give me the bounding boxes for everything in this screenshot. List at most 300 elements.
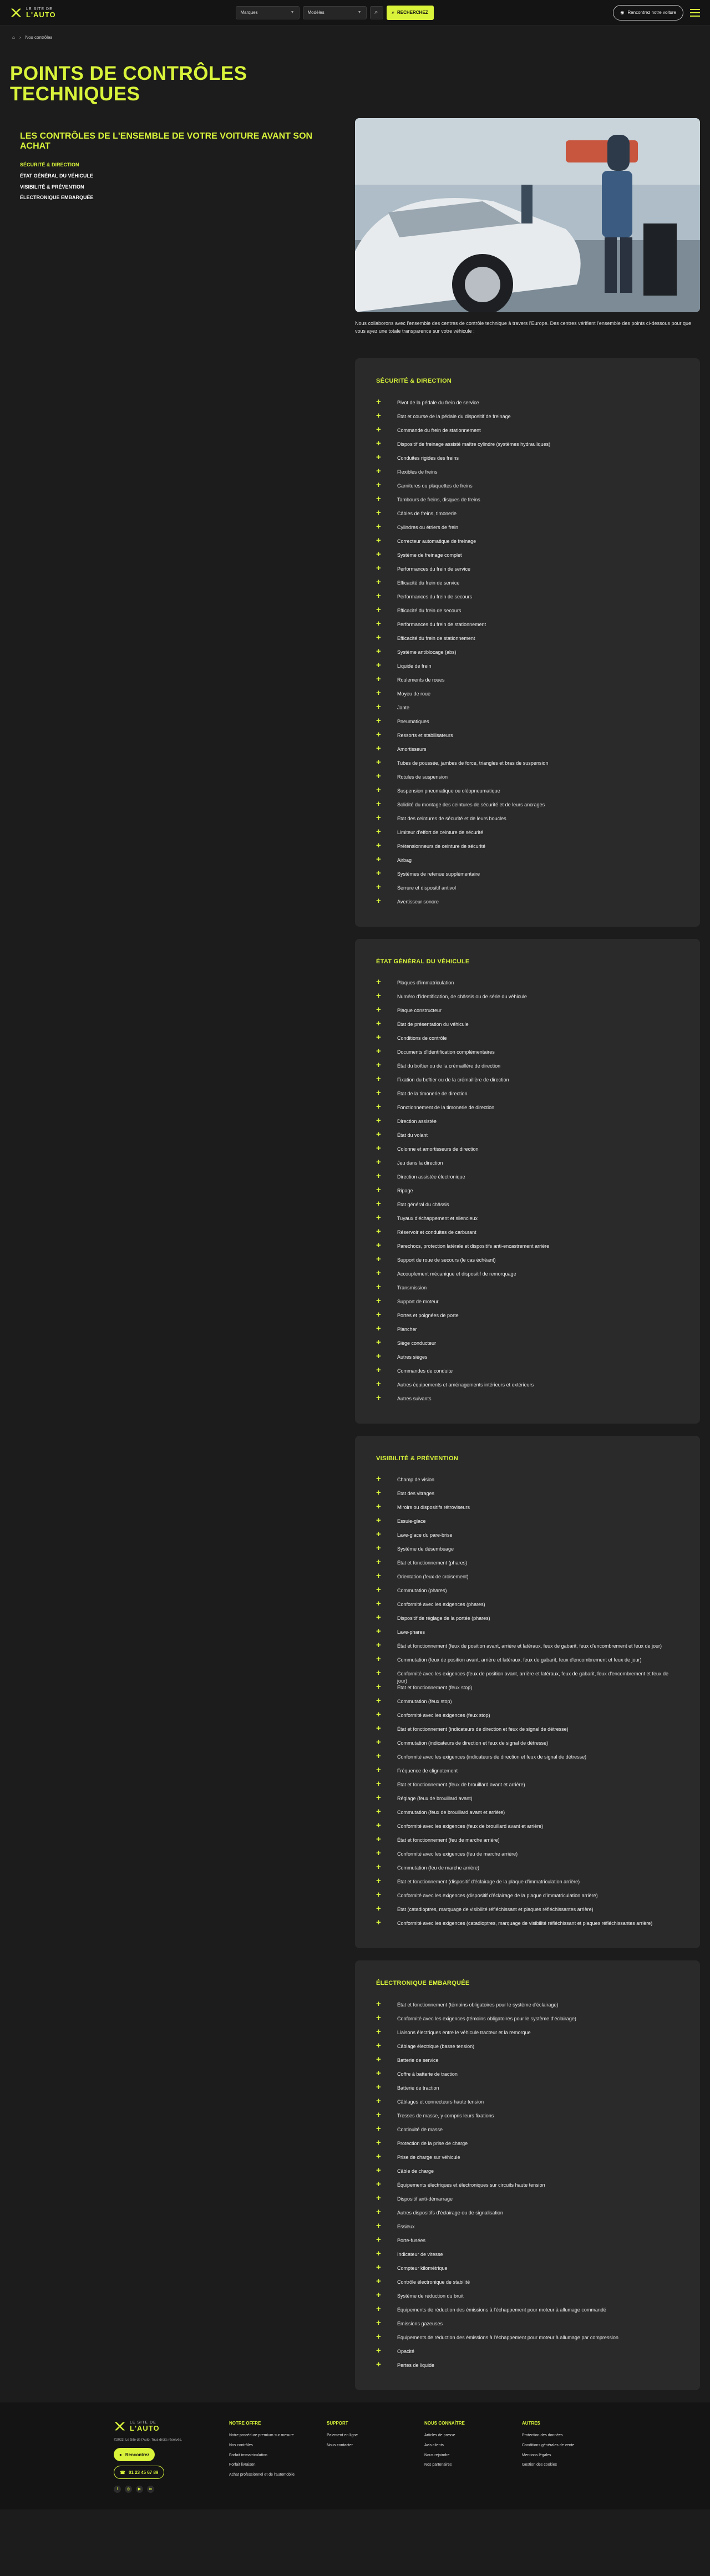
list-item-label: Autres sièges — [397, 1354, 428, 1360]
check-list — [376, 2001, 679, 2376]
page-title-line2: TECHNIQUES — [10, 83, 140, 105]
phone-icon: ☎ — [120, 2470, 125, 2475]
list-item-label: Continuité de masse — [397, 2126, 443, 2132]
plus-icon: + — [376, 2207, 381, 2217]
list-item-label: Dispositif anti-démarrage — [397, 2196, 453, 2202]
list-item-label: Lave-phares — [397, 1629, 425, 1635]
plus-icon: + — [376, 1848, 381, 1858]
list-item-label: Fonctionnement de la timonerie de direction — [397, 1104, 495, 1110]
list-item-label: Airbag — [397, 857, 412, 863]
list-item — [376, 1684, 679, 1698]
list-item — [376, 1090, 679, 1104]
list-item — [376, 2026, 679, 2043]
plus-icon: + — [376, 896, 381, 906]
list-item-label: Contrôle électronique de stabilité — [397, 2279, 470, 2285]
list-item-label: Conformité avec les exigences (témoins obligatoires pour le système d'éclairage) — [397, 2015, 576, 2021]
search-icon: ⌕ — [374, 8, 378, 16]
list-item-label: Efficacité du frein de secours — [397, 607, 462, 613]
list-item — [376, 812, 679, 829]
plus-icon: + — [376, 646, 381, 656]
list-item-label: Système de freinage complet — [397, 552, 462, 558]
list-item-label: Conditions de contrôle — [397, 1035, 447, 1041]
plus-icon: + — [376, 1918, 381, 1928]
plus-icon: + — [376, 1282, 381, 1292]
list-item — [376, 577, 679, 593]
chat-icon: ● — [119, 2452, 122, 2457]
footer-link[interactable]: Protection des données — [522, 2433, 563, 2437]
footer-phone-button[interactable] — [114, 2466, 164, 2479]
list-item — [376, 604, 679, 621]
anchor-visibilite[interactable]: VISIBILITÉ & PRÉVENTION — [20, 184, 84, 190]
plus-icon: + — [376, 660, 381, 670]
list-item — [376, 452, 679, 469]
list-item-label: Rotules de suspension — [397, 774, 448, 780]
footer-link[interactable]: Paiement en ligne — [327, 2433, 358, 2437]
plus-icon: + — [376, 2262, 381, 2272]
list-item-label: État et fonctionnement (feu de marche arrière) — [397, 1837, 500, 1843]
list-item — [376, 2054, 679, 2071]
list-item — [376, 646, 679, 663]
list-item-label: Moyeu de roue — [397, 690, 431, 697]
list-item-label: Opacité — [397, 2348, 415, 2354]
plus-icon: + — [376, 1904, 381, 1914]
list-item-label: Efficacité du frein de service — [397, 580, 460, 586]
list-item — [376, 535, 679, 552]
plus-icon: + — [376, 785, 381, 795]
plus-icon: + — [376, 577, 381, 587]
list-item-label: Conformité avec les exigences (indicateurs de direction et feux de signal de détresse) — [397, 1754, 587, 1760]
list-item-label: Prétensionneurs de ceinture de sécurité — [397, 843, 486, 849]
plus-icon: + — [376, 1032, 381, 1042]
plus-icon: + — [376, 1171, 381, 1181]
logo-small-text: LE SITE DE — [130, 2420, 156, 2425]
footer-link[interactable]: Articles de presse — [424, 2433, 455, 2437]
list-item-label: État de présentation du véhicule — [397, 1021, 469, 1027]
list-item-label: Système de réduction du bruit — [397, 2293, 464, 2299]
list-item — [376, 2209, 679, 2223]
list-item — [376, 1587, 679, 1601]
anchor-etat-general[interactable]: ÉTAT GÉNÉRAL DU VÉHICULE — [20, 173, 94, 179]
list-item-label: Cylindres ou étriers de frein — [397, 524, 459, 530]
list-item — [376, 715, 679, 732]
facebook-icon[interactable]: f — [114, 2486, 121, 2493]
list-item-label: État et course de la pédale du dispositif de freinage — [397, 413, 511, 419]
chevron-down-icon: ▼ — [357, 10, 362, 14]
list-item — [376, 1712, 679, 1726]
plus-icon: + — [376, 1585, 381, 1595]
list-item — [376, 1573, 679, 1587]
vehicle-search — [236, 6, 434, 20]
list-item-label: Compteur kilométrique — [397, 2265, 448, 2271]
list-item — [376, 1268, 679, 1284]
list-item — [376, 2359, 679, 2376]
list-item-label: Équipements électriques et électroniques sur circuits haute tension — [397, 2182, 545, 2188]
plus-icon: + — [376, 466, 381, 476]
search-button[interactable] — [387, 6, 434, 20]
list-item-label: Ripage — [397, 1187, 413, 1193]
list-item — [376, 1751, 679, 1767]
list-item — [376, 1518, 679, 1532]
list-item — [376, 1504, 679, 1518]
section-title: ÉLECTRONIQUE EMBARQUÉE — [376, 1980, 470, 1987]
plus-icon: + — [376, 1751, 381, 1761]
list-item — [376, 1254, 679, 1271]
plus-icon: + — [376, 2082, 381, 2092]
list-item — [376, 2165, 679, 2182]
plus-icon: + — [376, 410, 381, 420]
logo-big-text: L'AUTO — [26, 10, 56, 19]
list-item-label: Porte-fusées — [397, 2237, 426, 2243]
plus-icon: + — [376, 591, 381, 601]
plus-icon: + — [376, 1351, 381, 1361]
list-item — [376, 1864, 679, 1878]
logo-big-text: L'AUTO — [130, 2423, 160, 2432]
plus-icon: + — [376, 1295, 381, 1305]
list-item-label: Solidité du montage des ceintures de sécurité et de leurs ancrages — [397, 801, 545, 807]
plus-icon: + — [376, 1198, 381, 1208]
hero-section — [0, 49, 710, 312]
linkedin-icon[interactable]: in — [147, 2486, 154, 2493]
list-item-label: Plancher — [397, 1326, 417, 1332]
list-item — [376, 1543, 679, 1559]
menu-icon[interactable] — [690, 9, 700, 17]
footer-link[interactable]: Avis clients — [424, 2443, 444, 2447]
plus-icon: + — [376, 2359, 381, 2369]
plus-icon: + — [376, 1999, 381, 2009]
list-item — [376, 2096, 679, 2112]
dealer-button-label: Rencontrez notre voiture — [627, 9, 676, 15]
list-item-label: Batterie de service — [397, 2057, 439, 2063]
list-item-label: Miroirs ou dispositifs rétroviseurs — [397, 1505, 470, 1511]
list-item-label: Câbles de freins, timonerie — [397, 510, 457, 516]
plus-icon: + — [376, 1543, 381, 1553]
list-item — [376, 1018, 679, 1035]
list-item-label: Câble de charge — [397, 2168, 434, 2174]
logo-icon — [114, 2420, 126, 2432]
list-item-label: Conformité avec les exigences (feu de marche arrière) — [397, 1851, 518, 1857]
plus-icon: + — [376, 2234, 381, 2244]
list-item-label: État de la timonerie de direction — [397, 1090, 468, 1096]
control-section — [355, 939, 700, 1424]
plus-icon: + — [376, 799, 381, 809]
list-item-label: Documents d'identification complémentaires — [397, 1049, 495, 1055]
list-item — [376, 1490, 679, 1504]
instagram-icon[interactable]: ◎ — [125, 2486, 132, 2493]
list-item — [376, 660, 679, 677]
plus-icon: + — [376, 840, 381, 850]
list-item — [376, 2248, 679, 2265]
list-item-label: Tuyaux d'échappement et silencieux — [397, 1215, 478, 1221]
section-title: ÉTAT GÉNÉRAL DU VÉHICULE — [376, 958, 470, 965]
list-item-label: Accouplement mécanique et dispositif de remorquage — [397, 1271, 516, 1277]
footer-column-title: NOTRE OFFRE — [229, 2420, 261, 2426]
list-item-label: Direction assistée — [397, 1118, 437, 1124]
footer-link[interactable]: Nos contrôles — [229, 2443, 253, 2447]
copyright: ©2023. Le Site de l'Auto. Tous droits réservés. — [114, 2438, 182, 2442]
plus-icon: + — [376, 507, 381, 517]
list-item-label: Équipements de réduction des émissions à l'échappement pour moteur à allumage commandé — [397, 2306, 606, 2313]
plus-icon: + — [376, 990, 381, 1000]
list-item — [376, 1240, 679, 1257]
list-item-label: Efficacité du frein de stationnement — [397, 635, 475, 641]
list-item — [376, 1381, 679, 1395]
list-item — [376, 2123, 679, 2140]
list-item — [376, 2001, 679, 2015]
section-title: SÉCURITÉ & DIRECTION — [376, 378, 452, 385]
anchor-electronique[interactable]: ÉLECTRONIQUE EMBARQUÉE — [20, 195, 94, 201]
list-item — [376, 1212, 679, 1229]
list-item — [376, 990, 679, 1007]
list-item-label: Portes et poignées de porte — [397, 1312, 459, 1318]
control-section — [355, 1960, 700, 2390]
list-item-label: Transmission — [397, 1284, 427, 1290]
list-item-label: Essuie-glace — [397, 1518, 426, 1525]
brand-select-value: Marques — [240, 9, 258, 15]
list-item-label: Support de roue de secours (le cas échéant) — [397, 1257, 496, 1263]
list-item — [376, 801, 679, 815]
plus-icon: + — [376, 743, 381, 753]
page-title — [10, 64, 343, 105]
list-item — [376, 757, 679, 774]
plus-icon: + — [376, 1737, 381, 1747]
anchor-securite[interactable]: SÉCURITÉ & DIRECTION — [20, 162, 79, 168]
footer-link[interactable]: Gestion des cookies — [522, 2463, 557, 2467]
list-item-label: Fréquence de clignotement — [397, 1768, 458, 1774]
plus-icon: + — [376, 1143, 381, 1153]
list-item — [376, 1698, 679, 1712]
list-item — [376, 466, 679, 482]
list-item-label: État et fonctionnement (phares) — [397, 1560, 468, 1566]
plus-icon: + — [376, 2040, 381, 2050]
plus-icon: + — [376, 1862, 381, 1872]
footer-link[interactable]: Nous rejoindre — [424, 2453, 450, 2457]
list-item-label: Conformité avec les exigences (feux de position avant, arrière et latéraux, feux de gabarit, feux d'encombrement et feux de jour) — [397, 1671, 668, 1684]
footer-link[interactable]: Notre procédure premium sur mesure — [229, 2433, 294, 2437]
list-item-label: Commutation (indicateurs de direction et feux de signal de détresse) — [397, 1740, 549, 1746]
plus-icon: + — [376, 1323, 381, 1333]
list-item-label: Flexibles de freins — [397, 469, 438, 475]
list-item — [376, 2193, 679, 2209]
list-item-label: Autres équipements et aménagements intérieurs et extérieurs — [397, 1381, 534, 1388]
search-icon: ⌕ — [392, 9, 394, 15]
plus-icon: + — [376, 1185, 381, 1195]
footer-column — [327, 2420, 424, 2493]
footer-contact-button[interactable] — [114, 2448, 155, 2461]
plus-icon: + — [376, 1060, 381, 1070]
plus-icon: + — [376, 2345, 381, 2355]
search-icon-button[interactable] — [370, 6, 383, 19]
list-item — [376, 1101, 679, 1118]
list-item-label: Émissions gazeuses — [397, 2320, 443, 2326]
car-icon: ◉ — [620, 9, 625, 15]
list-item — [376, 1198, 679, 1215]
list-item — [376, 618, 679, 635]
list-item — [376, 424, 679, 441]
footer-link[interactable]: Forfait livraison — [229, 2463, 256, 2467]
list-item — [376, 2179, 679, 2196]
list-item — [376, 593, 679, 607]
plus-icon: + — [376, 2123, 381, 2133]
plus-icon: + — [376, 480, 381, 490]
list-item-label: Réservoir et conduites de carburant — [397, 1229, 476, 1235]
list-item-label: Réglage (feux de brouillard avant) — [397, 1796, 473, 1802]
list-item-label: Batterie de traction — [397, 2085, 439, 2091]
plus-icon: + — [376, 2304, 381, 2314]
list-item-label: Avertisseur sonore — [397, 898, 439, 905]
list-item-label: Systèmes de retenue supplémentaire — [397, 871, 480, 877]
list-item — [376, 2112, 679, 2126]
list-item-label: Dispositif de freinage assisté maître cylindre (systèmes hydrauliques) — [397, 441, 551, 447]
plus-icon: + — [376, 1129, 381, 1139]
list-item-label: Pneumatiques — [397, 718, 429, 724]
list-item — [376, 1476, 679, 1490]
list-item-label: Essieux — [397, 2223, 415, 2229]
plus-icon: + — [376, 854, 381, 864]
list-item-label: Commutation (feu de marche arrière) — [397, 1865, 480, 1871]
plus-icon: + — [376, 1640, 381, 1650]
list-item — [376, 1837, 679, 1851]
list-item — [376, 840, 679, 857]
chevron-down-icon: ▼ — [290, 10, 295, 14]
dealer-button[interactable] — [613, 5, 683, 21]
site-logo[interactable] — [10, 7, 56, 19]
list-item-label: Système antiblocage (abs) — [397, 649, 457, 655]
list-item — [376, 1629, 679, 1643]
plus-icon: + — [376, 1488, 381, 1498]
list-item — [376, 1337, 679, 1354]
plus-icon: + — [376, 424, 381, 434]
top-header — [0, 0, 710, 26]
list-item — [376, 1365, 679, 1381]
footer-link[interactable]: Nous contacter — [327, 2443, 353, 2447]
plus-icon: + — [376, 1627, 381, 1637]
footer-link[interactable]: Conditions générales de vente — [522, 2443, 575, 2447]
list-item — [376, 1173, 679, 1187]
list-item-label: État (catadioptres, marquage de visibilité réfléchissant et plaques réfléchissantes arrière) — [397, 1907, 594, 1913]
plus-icon: + — [376, 618, 381, 628]
plus-icon: + — [376, 1793, 381, 1803]
footer-link[interactable]: Mentions légales — [522, 2453, 551, 2457]
list-item — [376, 771, 679, 787]
list-item-label: État et fonctionnement (témoins obligatoires pour le système d'éclairage) — [397, 2001, 559, 2008]
list-item — [376, 1129, 679, 1146]
plus-icon: + — [376, 2151, 381, 2161]
list-item-label: Conduites rigides des freins — [397, 455, 459, 461]
home-icon[interactable]: ⌂ — [12, 35, 15, 40]
check-list — [376, 399, 679, 912]
footer-column — [229, 2420, 327, 2493]
plus-icon: + — [376, 563, 381, 573]
plus-icon: + — [376, 1226, 381, 1236]
list-item — [376, 868, 679, 885]
plus-icon: + — [376, 549, 381, 559]
list-item — [376, 438, 679, 455]
plus-icon: + — [376, 2276, 381, 2286]
plus-icon: + — [376, 1337, 381, 1347]
list-item-label: Parechocs, protection latérale et dispositifs anti-encastrement arrière — [397, 1243, 550, 1249]
plus-icon: + — [376, 977, 381, 987]
list-item — [376, 2320, 679, 2334]
model-select[interactable] — [303, 6, 367, 19]
list-item-label: Coffre à batterie de traction — [397, 2071, 458, 2077]
brand-select[interactable] — [236, 6, 300, 19]
list-item-label: Garnitures ou plaquettes de freins — [397, 482, 473, 489]
plus-icon: + — [376, 1088, 381, 1098]
list-item — [376, 2234, 679, 2251]
list-item — [376, 2331, 679, 2348]
list-item-label: État du boîtier ou de la crémaillère de direction — [397, 1063, 501, 1069]
plus-icon: + — [376, 494, 381, 504]
list-item — [376, 507, 679, 524]
footer-link[interactable]: Achat professionnel et de l'automobile — [229, 2473, 295, 2477]
list-item — [376, 1848, 679, 1864]
plus-icon: + — [376, 2013, 381, 2023]
plus-icon: + — [376, 2110, 381, 2120]
footer-phone-label: 01 23 45 67 89 — [128, 2470, 159, 2475]
plus-icon: + — [376, 1018, 381, 1028]
footer-link[interactable]: Forfait immatriculation — [229, 2453, 267, 2457]
list-item-label: Liaisons électriques entre le véhicule tracteur et la remorque — [397, 2029, 531, 2035]
plus-icon: + — [376, 2221, 381, 2230]
list-item — [376, 2068, 679, 2085]
plus-icon: + — [376, 2179, 381, 2189]
list-item — [376, 563, 679, 580]
footer-column — [522, 2420, 620, 2493]
list-item — [376, 787, 679, 801]
list-item-label: Commutation (feux de brouillard avant et arrière) — [397, 1810, 505, 1816]
list-item-label: Conformité avec les exigences (dispositif d'éclairage de la plaque d'immatriculation arrière) — [397, 1893, 598, 1899]
plus-icon: + — [376, 632, 381, 642]
plus-icon: + — [376, 438, 381, 448]
list-item — [376, 826, 679, 843]
plus-icon: + — [376, 2026, 381, 2036]
plus-icon: + — [376, 1696, 381, 1706]
list-item-label: État des ceintures de sécurité et de leurs boucles — [397, 815, 506, 821]
footer-link[interactable]: Nos partenaires — [424, 2463, 452, 2467]
list-item-label: Suspension pneumatique ou oléopneumatique — [397, 787, 500, 794]
list-item-label: Commutation (feux stop) — [397, 1699, 452, 1705]
list-item-label: Serrure et dispositif antivol — [397, 885, 457, 891]
plus-icon: + — [376, 1779, 381, 1789]
plus-icon: + — [376, 1821, 381, 1831]
list-item-label: Commandes de conduite — [397, 1368, 453, 1374]
list-item — [376, 1601, 679, 1615]
plus-icon: + — [376, 1074, 381, 1084]
list-item — [376, 2040, 679, 2057]
list-item-label: Câblages et connecteurs haute tension — [397, 2099, 484, 2105]
mechanic-photo — [355, 118, 700, 312]
list-item-label: Performances du frein de service — [397, 566, 471, 572]
list-item-label: Lave-glace du pare-brise — [397, 1532, 453, 1538]
breadcrumb — [0, 26, 710, 49]
list-item — [376, 2151, 679, 2168]
logo-icon — [10, 7, 22, 19]
list-item-label: Prise de charge sur véhicule — [397, 2154, 460, 2160]
footer-column-title: SUPPORT — [327, 2420, 348, 2426]
plus-icon: + — [376, 1254, 381, 1264]
plus-icon: + — [376, 1835, 381, 1845]
list-item — [376, 2262, 679, 2279]
list-item-label: Autres suivants — [397, 1395, 432, 1401]
youtube-icon[interactable]: ▶ — [136, 2486, 143, 2493]
list-item — [376, 1076, 679, 1090]
list-item-label: État du volant — [397, 1132, 428, 1138]
list-item — [376, 1795, 679, 1809]
footer-logo[interactable] — [114, 2420, 229, 2432]
list-item — [376, 632, 679, 649]
list-item-label: Protection de la prise de charge — [397, 2140, 468, 2146]
plus-icon: + — [376, 771, 381, 781]
